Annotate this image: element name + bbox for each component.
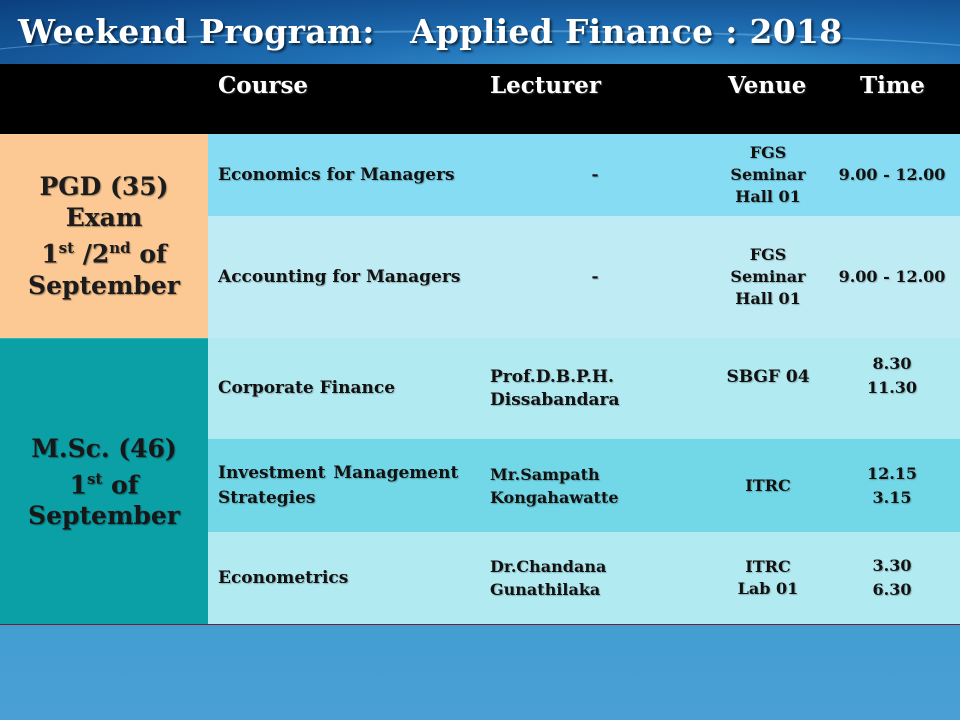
lecturer-line: Prof.D.B.P.H. — [490, 366, 614, 387]
venue-cell — [708, 134, 828, 216]
time-cell — [836, 134, 948, 216]
course-cell: Economics for Managers — [218, 164, 455, 185]
venue-line: Seminar — [730, 165, 806, 184]
header-time: Time — [860, 72, 925, 99]
time-cell — [836, 532, 948, 624]
group-msc-line: M.Sc. (46) — [31, 433, 177, 463]
header-course: Course — [218, 72, 309, 99]
lecturer-line: Dissabandara — [490, 389, 620, 410]
time-cell — [836, 216, 948, 338]
lecturer-line: Gunathilaka — [490, 580, 601, 599]
table-row — [208, 216, 960, 338]
venue-line: ITRC — [745, 557, 791, 576]
time-line: 3.15 — [872, 487, 912, 507]
page-title: Weekend Program: Applied Finance : 2018 — [18, 12, 843, 51]
lecturer-cell — [490, 439, 690, 532]
venue-cell — [708, 439, 828, 532]
time-line: 9.00 - 12.00 — [838, 267, 946, 286]
venue-line: Hall 01 — [735, 289, 801, 308]
lecturer-line: Kongahawatte — [490, 487, 619, 507]
venue-cell — [708, 216, 828, 338]
group-msc-line: September — [28, 501, 180, 531]
lecturer-cell: - — [591, 164, 599, 185]
time-line: 12.15 — [866, 463, 918, 483]
venue-line: Lab 01 — [737, 579, 799, 598]
venue-line: ITRC — [745, 475, 791, 495]
course-cell: Econometrics — [218, 567, 349, 588]
venue-line: SBGF 04 — [726, 367, 810, 387]
time-cell — [836, 338, 948, 442]
lecturer-cell — [490, 338, 690, 439]
time-cell — [836, 439, 948, 532]
header-lecturer: Lecturer — [490, 72, 602, 99]
group-msc-line: 1st of — [69, 469, 139, 500]
lecturer-line: Dr.Chandana — [490, 557, 607, 576]
time-line: 11.30 — [866, 378, 918, 397]
group-pgd — [0, 134, 208, 338]
time-line: 3.30 — [872, 556, 912, 575]
table-row — [208, 439, 960, 532]
group-msc — [0, 338, 208, 625]
venue-line: Hall 01 — [735, 187, 801, 206]
table-bottom-rule — [0, 624, 960, 625]
time-line: 8.30 — [872, 354, 912, 373]
venue-cell — [708, 532, 828, 624]
table-row — [208, 338, 960, 439]
title-bar — [0, 0, 960, 64]
table-header — [0, 64, 960, 134]
venue-line: FGS — [749, 143, 787, 162]
venue-line: Seminar — [730, 267, 806, 286]
table-row — [208, 134, 960, 216]
lecturer-cell — [490, 532, 690, 624]
group-pgd-line: Exam — [65, 203, 143, 233]
group-pgd-line: PGD (35) — [39, 172, 169, 202]
time-line: 9.00 - 12.00 — [838, 165, 946, 184]
course-cell: Accounting for Managers — [218, 266, 461, 287]
venue-line: FGS — [749, 245, 787, 264]
header-venue: Venue — [728, 72, 807, 99]
lecturer-line: Mr.Sampath — [490, 464, 600, 484]
table-row — [208, 532, 960, 624]
venue-cell — [708, 338, 828, 416]
group-pgd-line: September — [28, 270, 180, 300]
time-line: 6.30 — [872, 580, 912, 599]
group-pgd-line: 1st /2nd of — [41, 239, 167, 269]
lecturer-cell: - — [591, 266, 599, 287]
course-cell: Investment Management Strategies — [218, 462, 459, 508]
course-cell: Corporate Finance — [218, 378, 396, 398]
